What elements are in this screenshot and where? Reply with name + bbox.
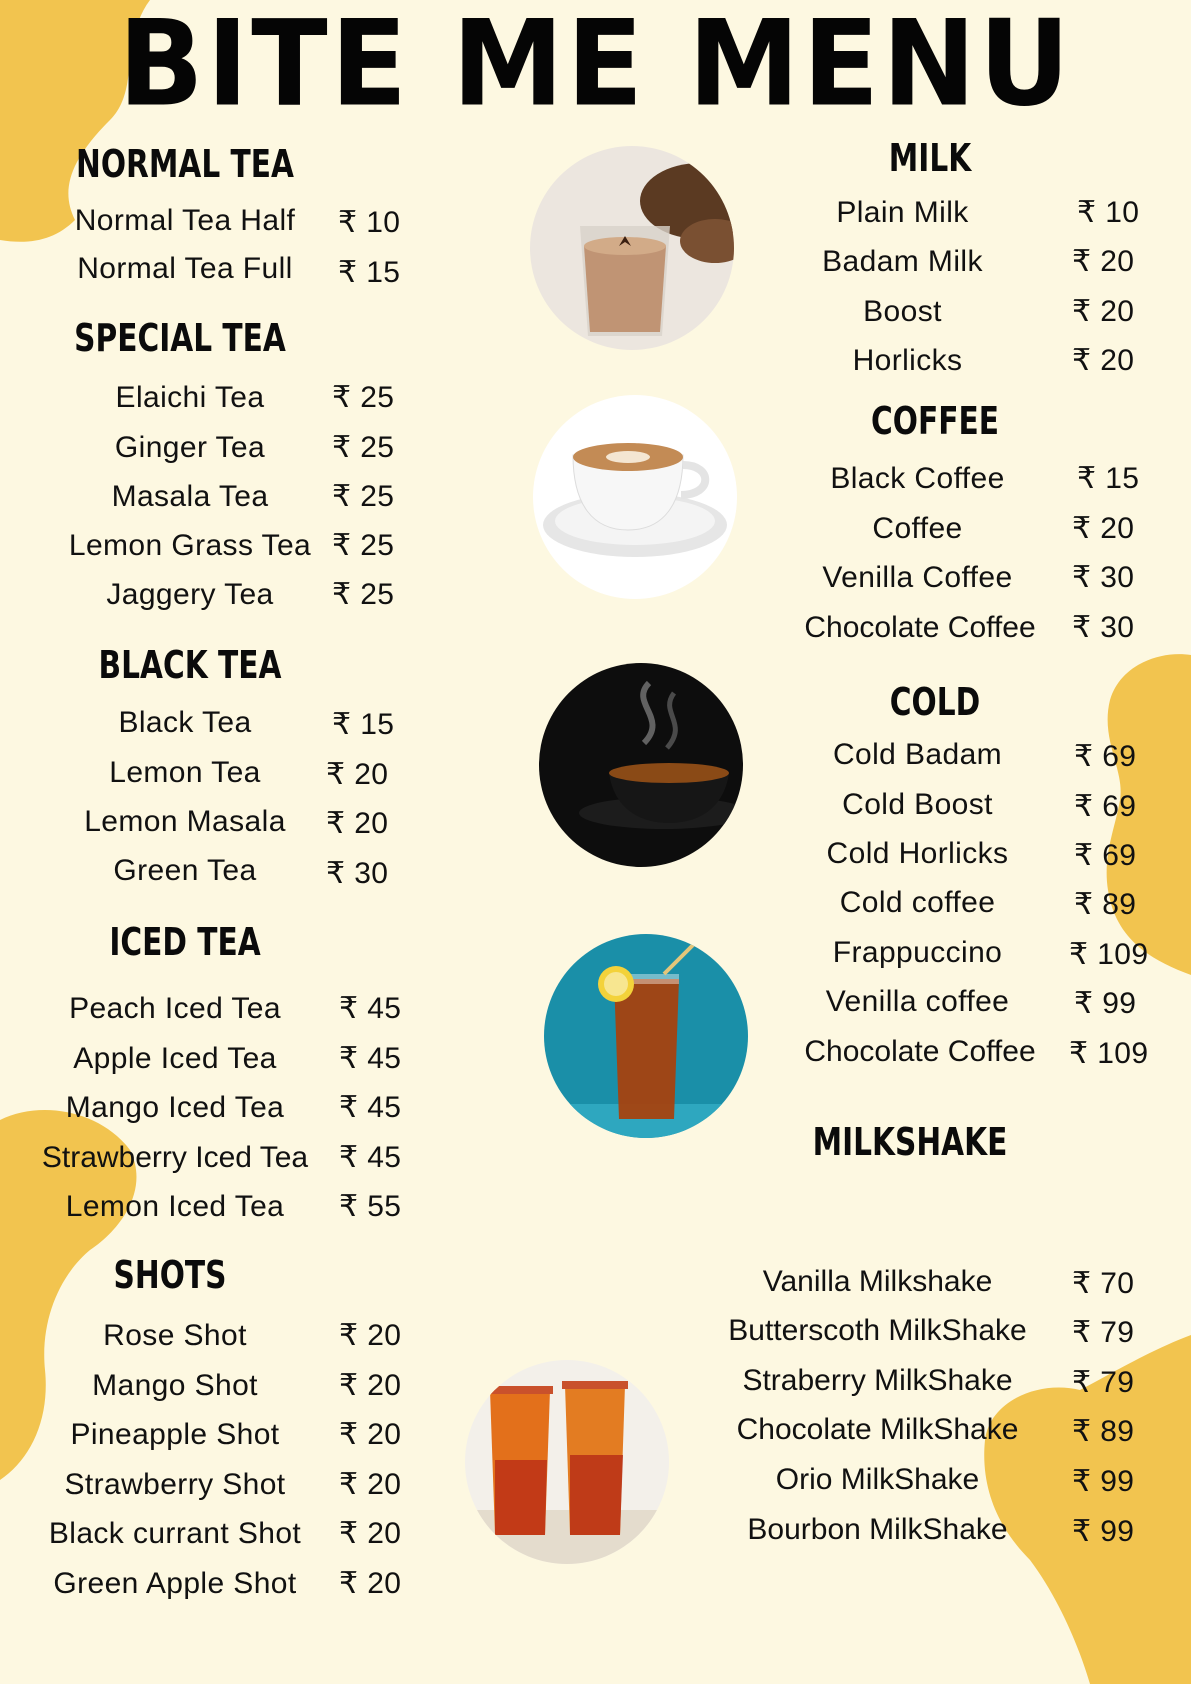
steaming-black-tea-photo	[539, 663, 743, 867]
heading-black-tea: BLACK TEA	[98, 643, 282, 687]
item-plain-milk: Plain Milk	[836, 196, 969, 229]
item-coffee: Coffee	[872, 512, 963, 545]
item-lemon-tea: Lemon Tea	[109, 756, 261, 789]
item-black-coffee: Black Coffee	[830, 462, 1005, 495]
item-normal-tea-full: Normal Tea Full	[77, 252, 293, 285]
item-jaggery-tea: Jaggery Tea	[106, 578, 274, 611]
price-ginger-tea: ₹ 25	[332, 431, 395, 464]
item-pineapple-shot: Pineapple Shot	[70, 1418, 280, 1451]
item-cold-boost: Cold Boost	[842, 788, 993, 821]
price-cold-boost: ₹ 69	[1074, 790, 1137, 823]
item-lemon-masala: Lemon Masala	[84, 805, 286, 838]
heading-milk: MILK	[888, 136, 972, 180]
heading-coffee: COFFEE	[871, 399, 999, 443]
price-black-currant-shot: ₹ 20	[339, 1517, 402, 1550]
fruit-shot-glasses-photo	[465, 1360, 669, 1564]
item-elaichi-tea: Elaichi Tea	[115, 381, 265, 414]
item-badam-milk: Badam Milk	[822, 245, 983, 278]
price-green-apple-shot: ₹ 20	[339, 1567, 402, 1600]
item-masala-tea: Masala Tea	[111, 480, 269, 513]
item-rose-shot: Rose Shot	[103, 1319, 247, 1352]
price-chocolate-coffee: ₹ 30	[1072, 611, 1135, 644]
price-peach-iced-tea: ₹ 45	[339, 992, 402, 1025]
item-black-tea: Black Tea	[118, 706, 252, 739]
item-mango-iced-tea: Mango Iced Tea	[65, 1091, 285, 1124]
item-lemon-grass-tea: Lemon Grass Tea	[68, 529, 312, 562]
item-frappuccino: Frappuccino	[832, 936, 1003, 969]
price-normal-tea-full: ₹ 15	[338, 256, 401, 289]
price-lemon-tea: ₹ 20	[326, 758, 389, 791]
item-green-tea: Green Tea	[113, 854, 257, 887]
item-chocolate-coffee: Chocolate Coffee	[804, 611, 1036, 644]
item-vanilla-milkshake: Vanilla Milkshake	[762, 1265, 993, 1298]
price-badam-milk: ₹ 20	[1072, 245, 1135, 278]
price-frappuccino: ₹ 109	[1069, 938, 1149, 971]
price-lemon-masala: ₹ 20	[326, 807, 389, 840]
item-straberry-milkshake: Straberry MilkShake	[742, 1364, 1013, 1397]
price-venilla-coffee: ₹ 30	[1072, 561, 1135, 594]
menu-title: BITE ME MENU	[118, 0, 1073, 133]
price-lemon-iced-tea: ₹ 55	[339, 1190, 402, 1223]
price-masala-tea: ₹ 25	[332, 480, 395, 513]
item-chocolate-milkshake: Chocolate MilkShake	[736, 1413, 1019, 1446]
price-lemon-grass-tea: ₹ 25	[332, 529, 395, 562]
price-straberry-milkshake: ₹ 79	[1072, 1366, 1135, 1399]
price-green-tea: ₹ 30	[326, 857, 389, 890]
item-venilla-coffee: Venilla Coffee	[822, 561, 1013, 594]
price-vanilla-milkshake: ₹ 70	[1072, 1267, 1135, 1300]
price-apple-iced-tea: ₹ 45	[339, 1042, 402, 1075]
item-cold-coffee: Cold coffee	[839, 886, 996, 919]
price-coffee: ₹ 20	[1072, 512, 1135, 545]
price-chocolate-milkshake: ₹ 89	[1072, 1415, 1135, 1448]
item-venilla-coffee-cold: Venilla coffee	[825, 985, 1010, 1018]
price-orio-milkshake: ₹ 99	[1072, 1465, 1135, 1498]
price-black-tea: ₹ 15	[332, 708, 395, 741]
heading-milkshake: MILKSHAKE	[812, 1120, 1008, 1164]
item-cold-badam: Cold Badam	[832, 738, 1003, 771]
iced-tea-glass-photo	[544, 934, 748, 1138]
price-rose-shot: ₹ 20	[339, 1319, 402, 1352]
item-boost: Boost	[863, 295, 942, 328]
item-black-currant-shot: Black currant Shot	[48, 1517, 302, 1550]
item-orio-milkshake: Orio MilkShake	[775, 1463, 980, 1496]
price-cold-badam: ₹ 69	[1074, 740, 1137, 773]
latte-cup-photo	[533, 395, 737, 599]
item-normal-tea-half: Normal Tea Half	[74, 204, 296, 237]
price-cold-coffee: ₹ 89	[1074, 888, 1137, 921]
item-apple-iced-tea: Apple Iced Tea	[73, 1042, 277, 1075]
price-black-coffee: ₹ 15	[1077, 462, 1140, 495]
item-peach-iced-tea: Peach Iced Tea	[69, 992, 281, 1025]
item-ginger-tea: Ginger Tea	[114, 431, 266, 464]
price-mango-shot: ₹ 20	[339, 1369, 402, 1402]
item-horlicks: Horlicks	[852, 344, 963, 377]
item-lemon-iced-tea: Lemon Iced Tea	[65, 1190, 285, 1223]
price-normal-tea-half: ₹ 10	[338, 206, 401, 239]
item-butterscoth-milkshake: Butterscoth MilkShake	[728, 1314, 1027, 1347]
item-chocolate-coffee-cold: Chocolate Coffee	[804, 1035, 1036, 1068]
heading-shots: SHOTS	[113, 1253, 227, 1297]
price-chocolate-coffee-cold: ₹ 109	[1069, 1037, 1149, 1070]
heading-special-tea: SPECIAL TEA	[74, 316, 286, 360]
item-strawberry-iced-tea: Strawberry Iced Tea	[41, 1141, 309, 1174]
price-strawberry-iced-tea: ₹ 45	[339, 1141, 402, 1174]
masala-chai-glass-photo	[530, 146, 734, 350]
item-cold-horlicks: Cold Horlicks	[826, 837, 1009, 870]
price-elaichi-tea: ₹ 25	[332, 381, 395, 414]
heading-normal-tea: NORMAL TEA	[76, 142, 294, 186]
heading-iced-tea: ICED TEA	[109, 920, 261, 964]
price-bourbon-milkshake: ₹ 99	[1072, 1515, 1135, 1548]
item-green-apple-shot: Green Apple Shot	[53, 1567, 297, 1600]
price-mango-iced-tea: ₹ 45	[339, 1091, 402, 1124]
item-bourbon-milkshake: Bourbon MilkShake	[747, 1513, 1008, 1546]
price-venilla-coffee-cold: ₹ 99	[1074, 987, 1137, 1020]
price-strawberry-shot: ₹ 20	[339, 1468, 402, 1501]
heading-cold: COLD	[889, 680, 981, 724]
item-mango-shot: Mango Shot	[92, 1369, 258, 1402]
price-horlicks: ₹ 20	[1072, 344, 1135, 377]
item-strawberry-shot: Strawberry Shot	[64, 1468, 286, 1501]
price-plain-milk: ₹ 10	[1077, 196, 1140, 229]
price-jaggery-tea: ₹ 25	[332, 578, 395, 611]
price-pineapple-shot: ₹ 20	[339, 1418, 402, 1451]
price-butterscoth-milkshake: ₹ 79	[1072, 1316, 1135, 1349]
price-cold-horlicks: ₹ 69	[1074, 839, 1137, 872]
price-boost: ₹ 20	[1072, 295, 1135, 328]
